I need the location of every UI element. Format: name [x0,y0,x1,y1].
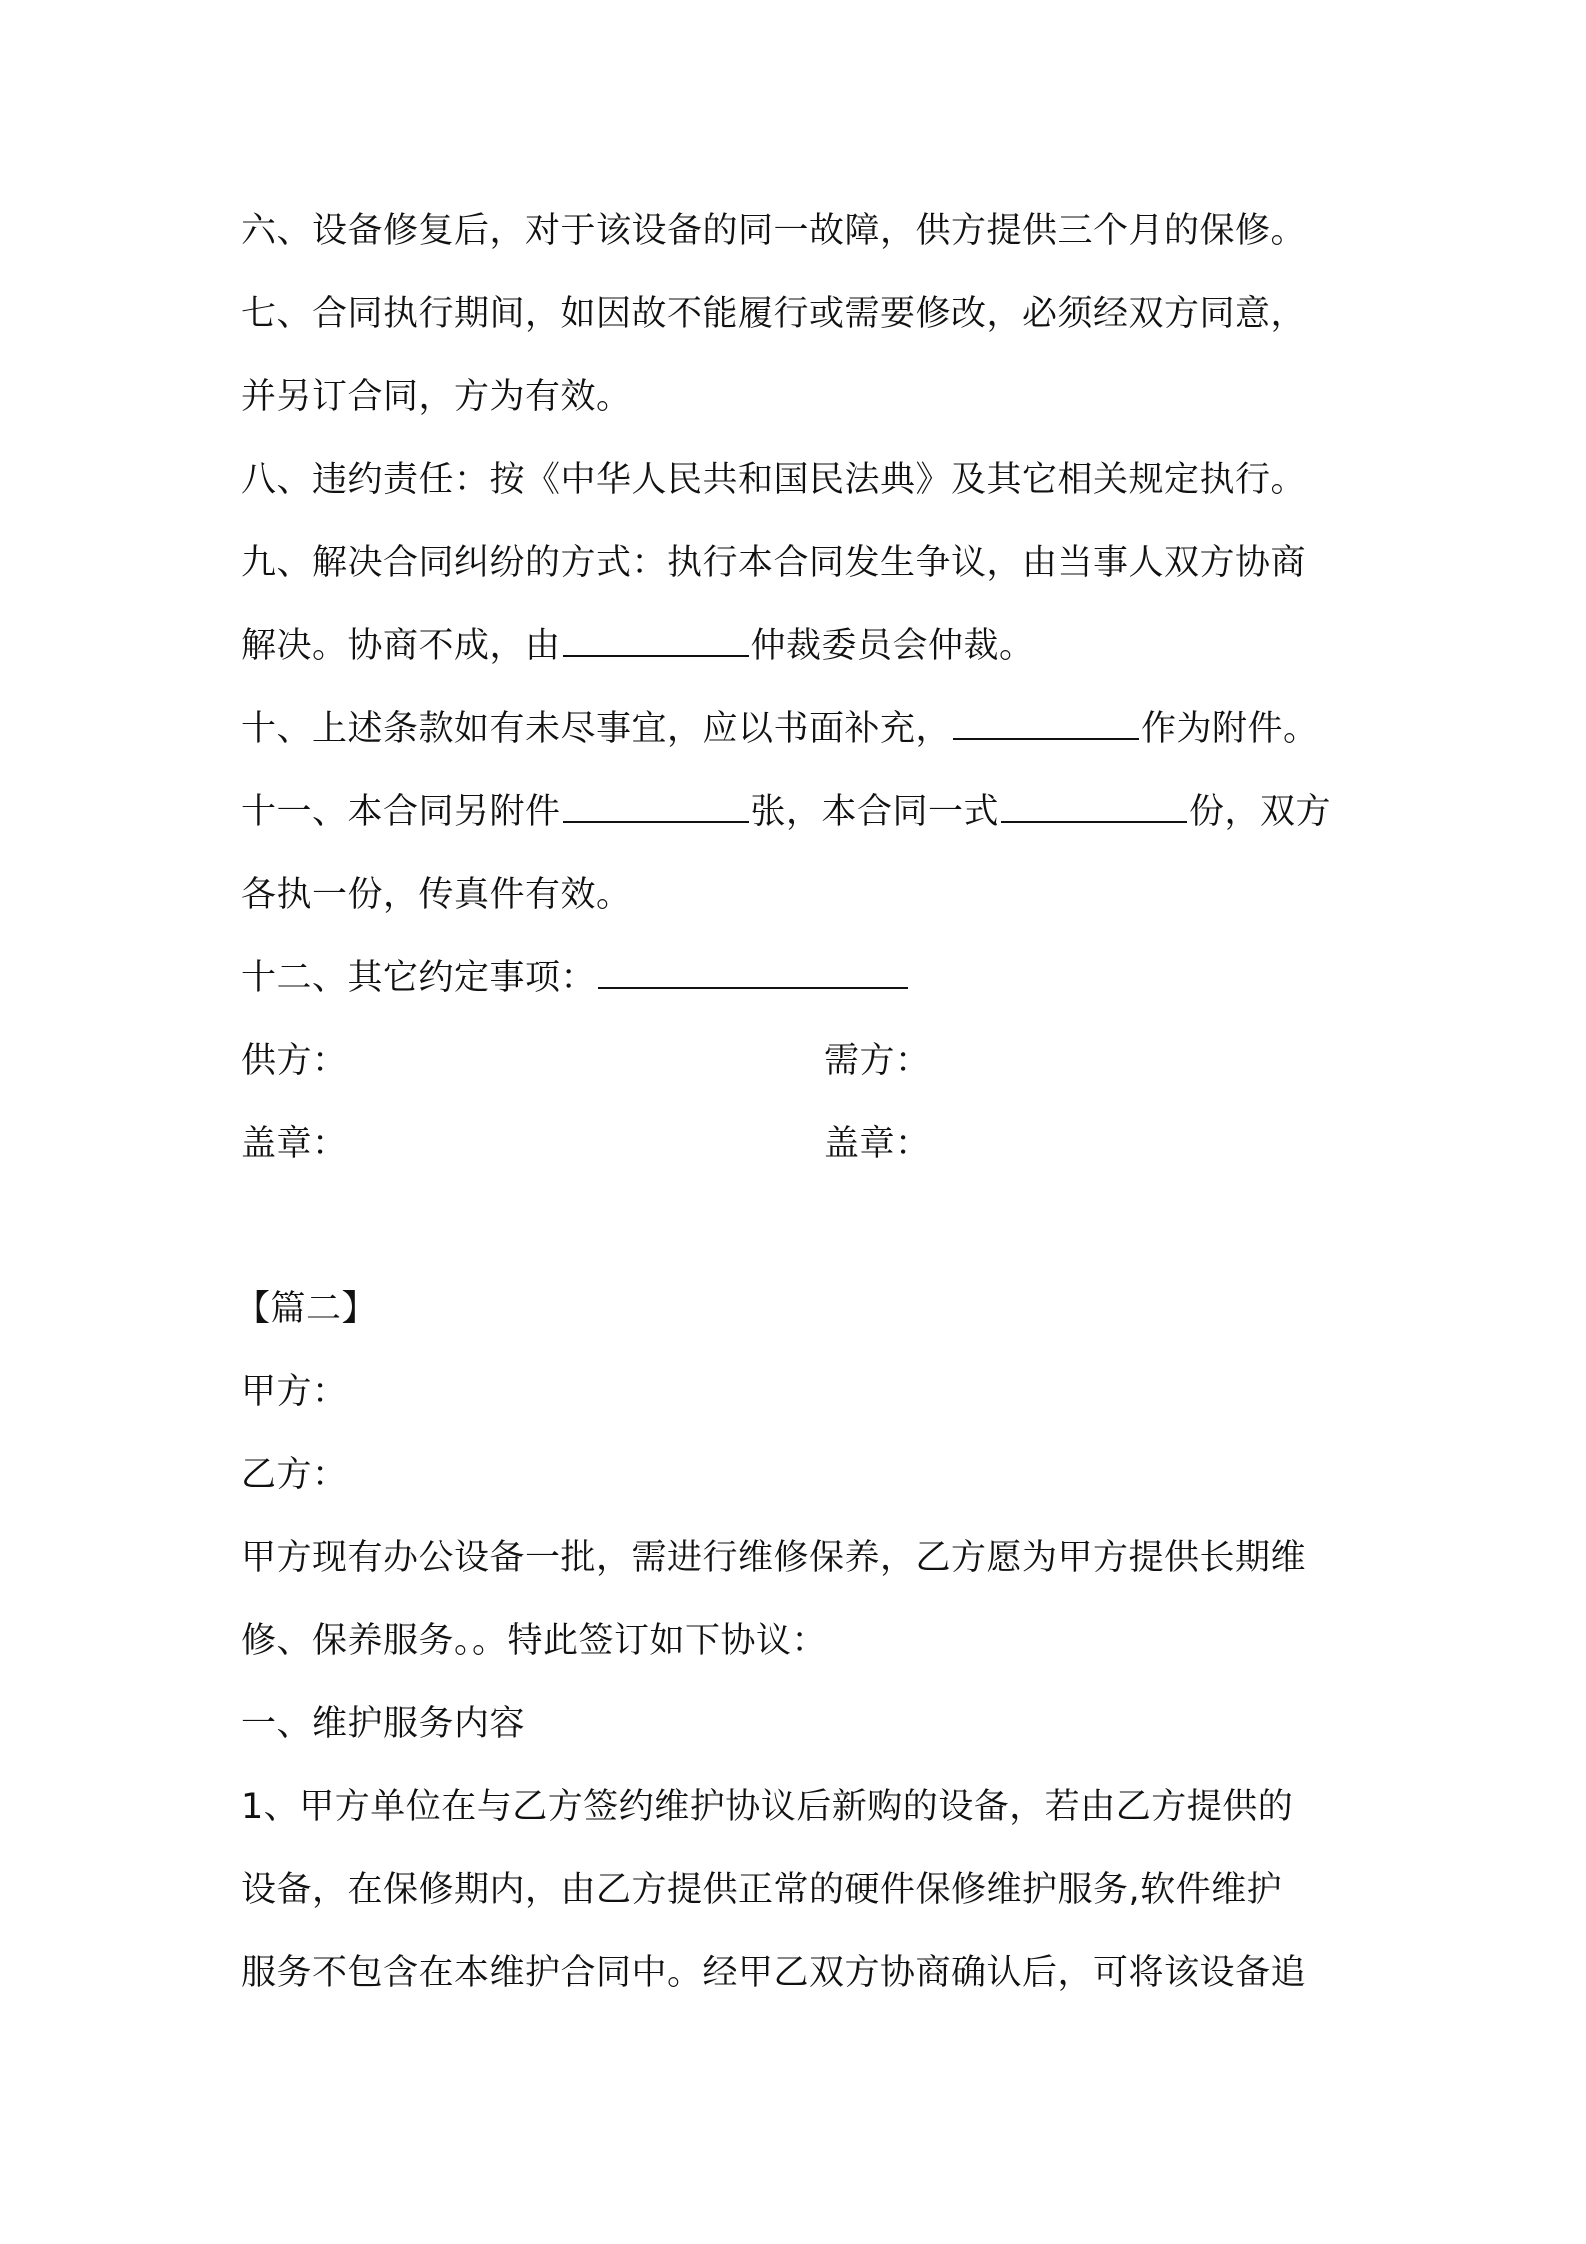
clause-9-text-b: 仲裁委员会仲裁。 [750,626,1035,666]
section-title [235,1276,1351,1359]
clause-7-line-1: 七、合同执行期间，如因故不能履行或需要修改，必须经双方同意， [241,294,1307,334]
clause-9-text-a: 解决。协商不成，由 [241,626,561,666]
party-a-label: 甲方： [241,1372,348,1412]
clause-1-line-1: 1、甲方单位在与乙方签约维护协议后新购的设备，若由乙方提供的 [241,1787,1294,1827]
clause-10-text-a: 十、上述条款如有未尽事宜，应以书面补充， [241,709,952,749]
clause-9-line-1: 九、解决合同纠纷的方式：执行本合同发生争议，由当事人双方协商 [241,543,1307,583]
clause-11-text-c: 份，双方 [1189,792,1332,832]
intro-line-2: 修、保养服务。。特此签订如下协议： [241,1621,828,1661]
signature-party-row [241,1028,1351,1111]
supplier-seal-label: 盖章： [241,1124,348,1164]
party-b-label: 乙方： [241,1455,348,1495]
signature-seal-row [241,1111,1351,1194]
clause-12-text: 十二、其它约定事项： [241,958,597,998]
document-page [235,198,1351,2023]
clause-10-text-b: 作为附件。 [1141,709,1319,749]
buyer-label: 需方： [824,1041,931,1081]
clause-8: 八、违约责任：按《中华人民共和国民法典》及其它相关规定执行。 [241,460,1307,500]
intro-line-1: 甲方现有办公设备一批，需进行维修保养，乙方愿为甲方提供长期维 [241,1538,1307,1578]
section-spacer [241,1194,1351,1276]
supplier-label: 供方： [241,1041,348,1081]
clause-1-line-3: 服务不包含在本维护合同中。经甲乙双方协商确认后，可将该设备追 [241,1953,1307,1993]
clause-9-line-2 [241,613,1351,696]
buyer-seal-label: 盖章： [824,1124,931,1164]
attachment-count-blank [563,783,749,823]
clause-11-text-a: 十一、本合同另附件 [241,792,561,832]
clause-7-line-2: 并另订合同，方为有效。 [241,377,632,417]
clause-6: 六、设备修复后，对于该设备的同一故障，供方提供三个月的保修。 [241,211,1307,251]
clause-11-text-b: 张，本合同一式 [750,792,1000,832]
attachment-blank [953,700,1139,740]
other-matters-blank [598,949,908,989]
clause-1-line-2: 设备，在保修期内，由乙方提供正常的硬件保修维护服务,软件维护 [241,1870,1283,1910]
copies-count-blank [1001,783,1187,823]
heading-maintenance-content: 一、维护服务内容 [241,1704,526,1744]
section-title-text: 【篇二】 [235,1289,378,1329]
clause-11-line-2: 各执一份，传真件有效。 [241,875,632,915]
clause-10 [241,696,1351,779]
arbitration-blank [563,617,749,657]
clause-12 [241,945,1351,1028]
clause-11-line-1 [241,779,1351,862]
